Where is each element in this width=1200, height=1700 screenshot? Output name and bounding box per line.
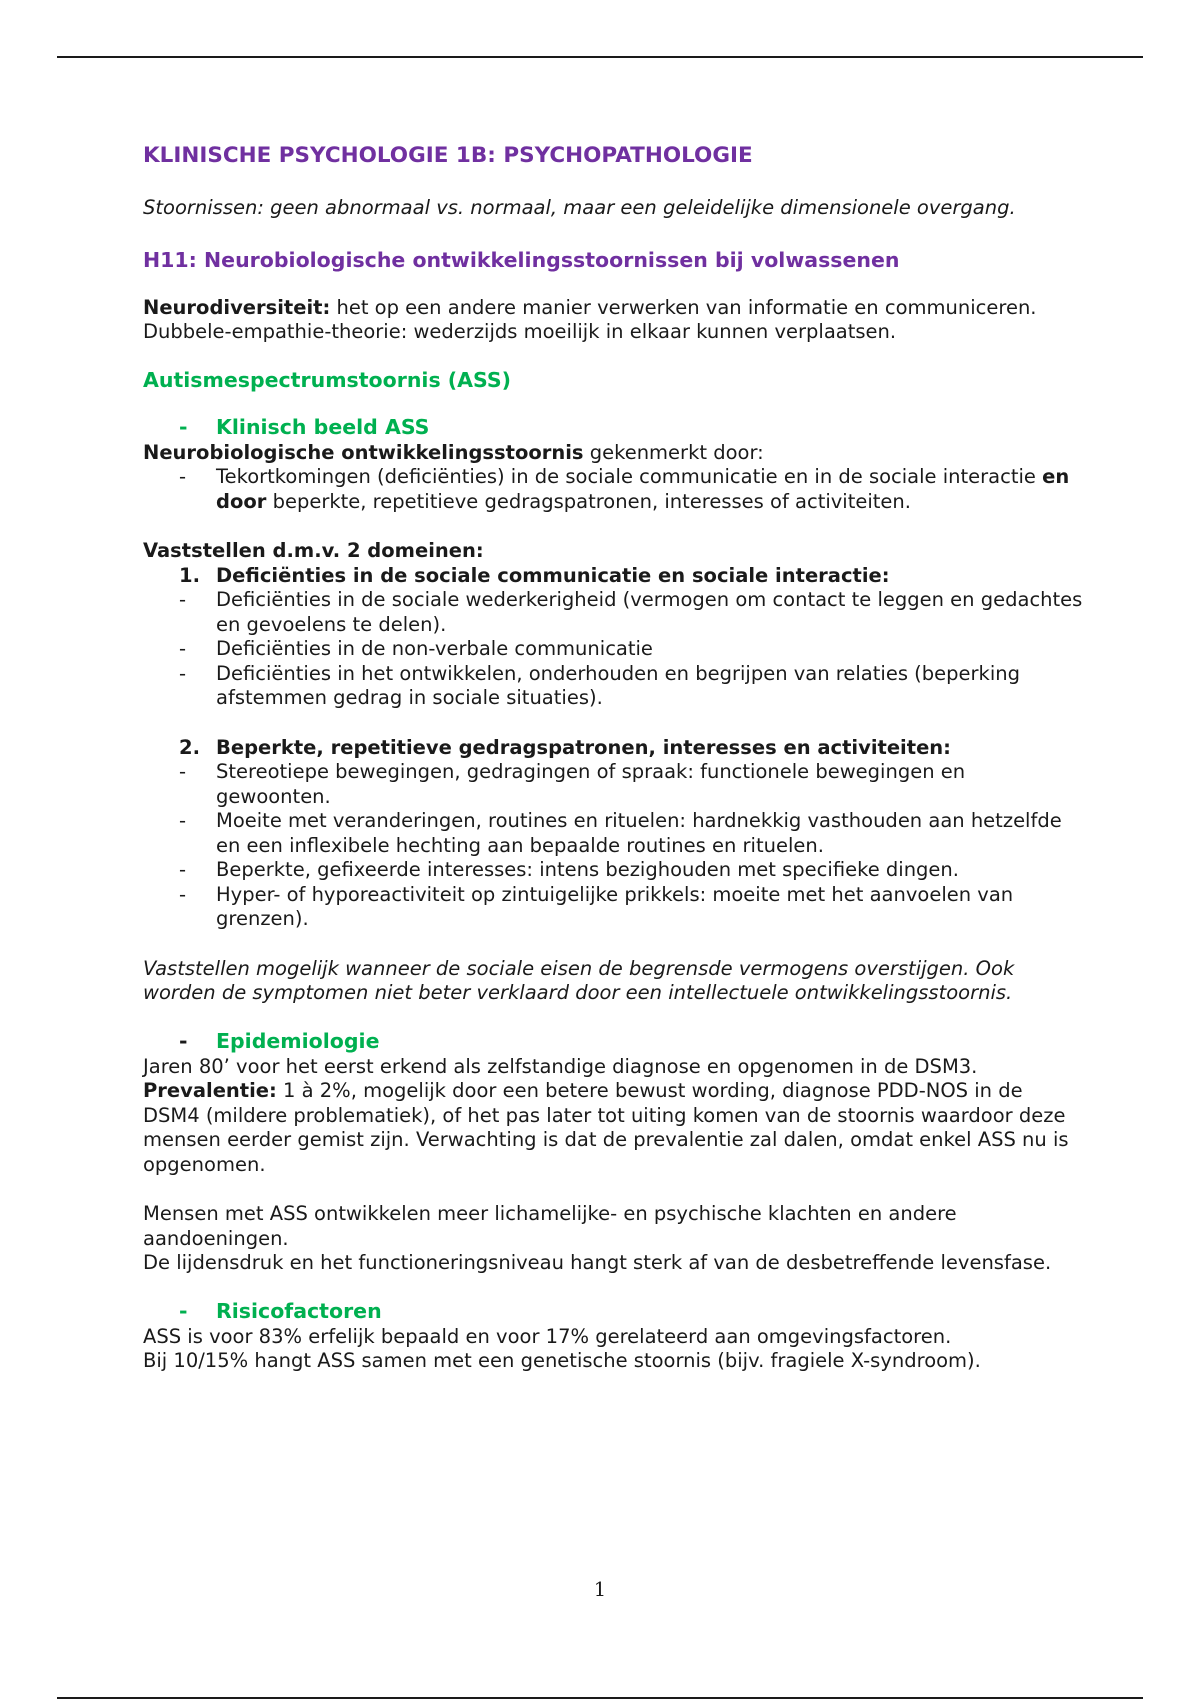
- domain1-title-row: [143, 564, 1083, 589]
- domain1-item-text: Deficiënties in het ontwikkelen, onderhouden en begrijpen van relaties (beperking afstemmen gedrag in sociale situaties).: [216, 661, 1020, 709]
- intro-text: Stoornissen: geen abnormaal vs. normaal, maar een geleidelijke dimensionele overgang.: [143, 196, 1016, 219]
- domains-heading: Vaststellen d.m.v. 2 domeinen:: [143, 539, 484, 562]
- domain1-item: [143, 588, 1083, 637]
- document-body: [143, 142, 1083, 1374]
- domain2-item: [143, 858, 1083, 883]
- prevalence-paragraph: [143, 1079, 1083, 1177]
- domain2-item-text: Stereotiepe bewegingen, gedragingen of spraak: functionele bewegingen en gewoonten.: [216, 760, 966, 808]
- neurodiversity-definition: het op een andere manier verwerken van informatie en communiceren.: [330, 295, 1037, 319]
- dash-bullet: -: [179, 637, 187, 660]
- page-number: 1: [593, 1578, 607, 1601]
- double-empathy-text: Dubbele-empathie-theorie: wederzijds moeilijk in elkaar kunnen verplaatsen.: [143, 320, 897, 343]
- domain2-title: Beperkte, repetitieve gedragspatronen, interesses en activiteiten:: [216, 735, 951, 759]
- domain1-item: [143, 662, 1083, 711]
- clinical-item-bold: en door: [216, 465, 1070, 513]
- clinical-lead-rest: gekenmerkt door:: [583, 440, 764, 464]
- domain1-item-text: Deficiënties in de non-verbale communicatie: [216, 637, 653, 660]
- domain2-title-row: [143, 736, 1083, 761]
- epidemiology-paragraph-3: De lijdensdruk en het functioneringsniveau hangt sterk af van de desbetreffende levensfase.: [143, 1251, 1052, 1274]
- clinical-subheading: [143, 414, 1083, 441]
- domain2-item-text: Moeite met veranderingen, routines en rituelen: hardnekkig vasthouden aan hetzelfde en een inflexibele hechting aan bepaalde routines en rituelen.: [216, 809, 1062, 857]
- risk-subheading-label: Risicofactoren: [216, 1298, 382, 1323]
- dash-bullet: -: [179, 858, 187, 881]
- diagnosis-note: Vaststellen mogelijk wanneer de sociale eisen de begrensde vermogens overstijgen. Ook worden de symptomen niet beter verklaard door een intellectuele ontwikkelingsstoornis.: [143, 956, 1015, 1004]
- clinical-list-item: [143, 465, 1083, 514]
- dash-bullet: -: [179, 1028, 188, 1053]
- neurodiversity-term: Neurodiversiteit:: [143, 295, 331, 319]
- dash-bullet: -: [179, 760, 187, 783]
- domain2-item-text: Hyper- of hyporeactiviteit op zintuigelijke prikkels: moeite met het aanvoelen van grenzen).: [216, 882, 1014, 930]
- risk-line1: ASS is voor 83% erfelijk bepaald en voor 17% gerelateerd aan omgevingsfactoren.: [143, 1324, 952, 1348]
- domain1-title: Deficiënties in de sociale communicatie en sociale interactie:: [216, 563, 890, 587]
- dash-bullet: -: [179, 661, 187, 685]
- domain2-item-text: Beperkte, gefixeerde interesses: intens bezighouden met specifieke dingen.: [216, 858, 959, 881]
- epidemiology-paragraph-2: Mensen met ASS ontwikkelen meer lichamelijke- en psychische klachten en andere aandoeningen.: [143, 1202, 957, 1250]
- header-rule: [57, 56, 1143, 58]
- domain1-number: 1.: [179, 563, 200, 587]
- dash-bullet: -: [179, 414, 188, 439]
- prevalence-text: 1 à 2%, mogelijk door een betere bewust wording, diagnose PDD-NOS in de DSM4 (mildere problematiek), of het pas later tot uiting komen van de stoornis waardoor deze mensen eerder gemist zijn. Verwachting is dat de prevalentie zal dalen, omdat enkel ASS nu is opgenomen.: [143, 1079, 1069, 1176]
- epidemiology-subheading: [143, 1028, 1083, 1055]
- ass-heading: Autismespectrumstoornis (ASS): [143, 367, 511, 392]
- footer-rule: [57, 1697, 1143, 1699]
- dash-bullet: -: [179, 465, 187, 488]
- clinical-subheading-label: Klinisch beeld ASS: [216, 414, 430, 439]
- dash-bullet: -: [179, 809, 187, 832]
- domain2-item: [143, 883, 1083, 932]
- clinical-lead: [143, 441, 1083, 466]
- clinical-item-part1: Tekortkomingen (deficiënties) in de sociale communicatie en in de sociale interactie: [216, 465, 1043, 488]
- risk-line2: Bij 10/15% hangt ASS samen met een genetische stoornis (bijv. fragiele X-syndroom).: [143, 1349, 981, 1372]
- domain1-item: [143, 637, 1083, 662]
- prevalence-label: Prevalentie:: [143, 1079, 277, 1102]
- dash-bullet: -: [179, 882, 187, 906]
- document-title: KLINISCHE PSYCHOLOGIE 1B: PSYCHOPATHOLOGIE: [143, 143, 753, 168]
- clinical-item-part2: beperkte, repetitieve gedragspatronen, interesses of activiteiten.: [266, 489, 911, 513]
- domain2-item: [143, 809, 1083, 858]
- epidemiology-line1: Jaren 80’ voor het eerst erkend als zelfstandige diagnose en opgenomen in de DSM3.: [143, 1054, 978, 1078]
- clinical-lead-bold: Neurobiologische ontwikkelingsstoornis: [143, 440, 584, 464]
- domain2-item: [143, 760, 1083, 809]
- epidemiology-subheading-label: Epidemiologie: [216, 1028, 380, 1053]
- neurodiversity-paragraph: [143, 296, 1083, 321]
- dash-bullet: -: [179, 1298, 188, 1323]
- chapter-heading: H11: Neurobiologische ontwikkelingsstoornissen bij volwassenen: [143, 247, 900, 272]
- domain1-item-text: Deficiënties in de sociale wederkerigheid (vermogen om contact te leggen en gedachtes en gevoelens te delen).: [216, 588, 1083, 636]
- risk-subheading: [143, 1298, 1083, 1325]
- dash-bullet: -: [179, 588, 187, 611]
- domain2-number: 2.: [179, 735, 200, 759]
